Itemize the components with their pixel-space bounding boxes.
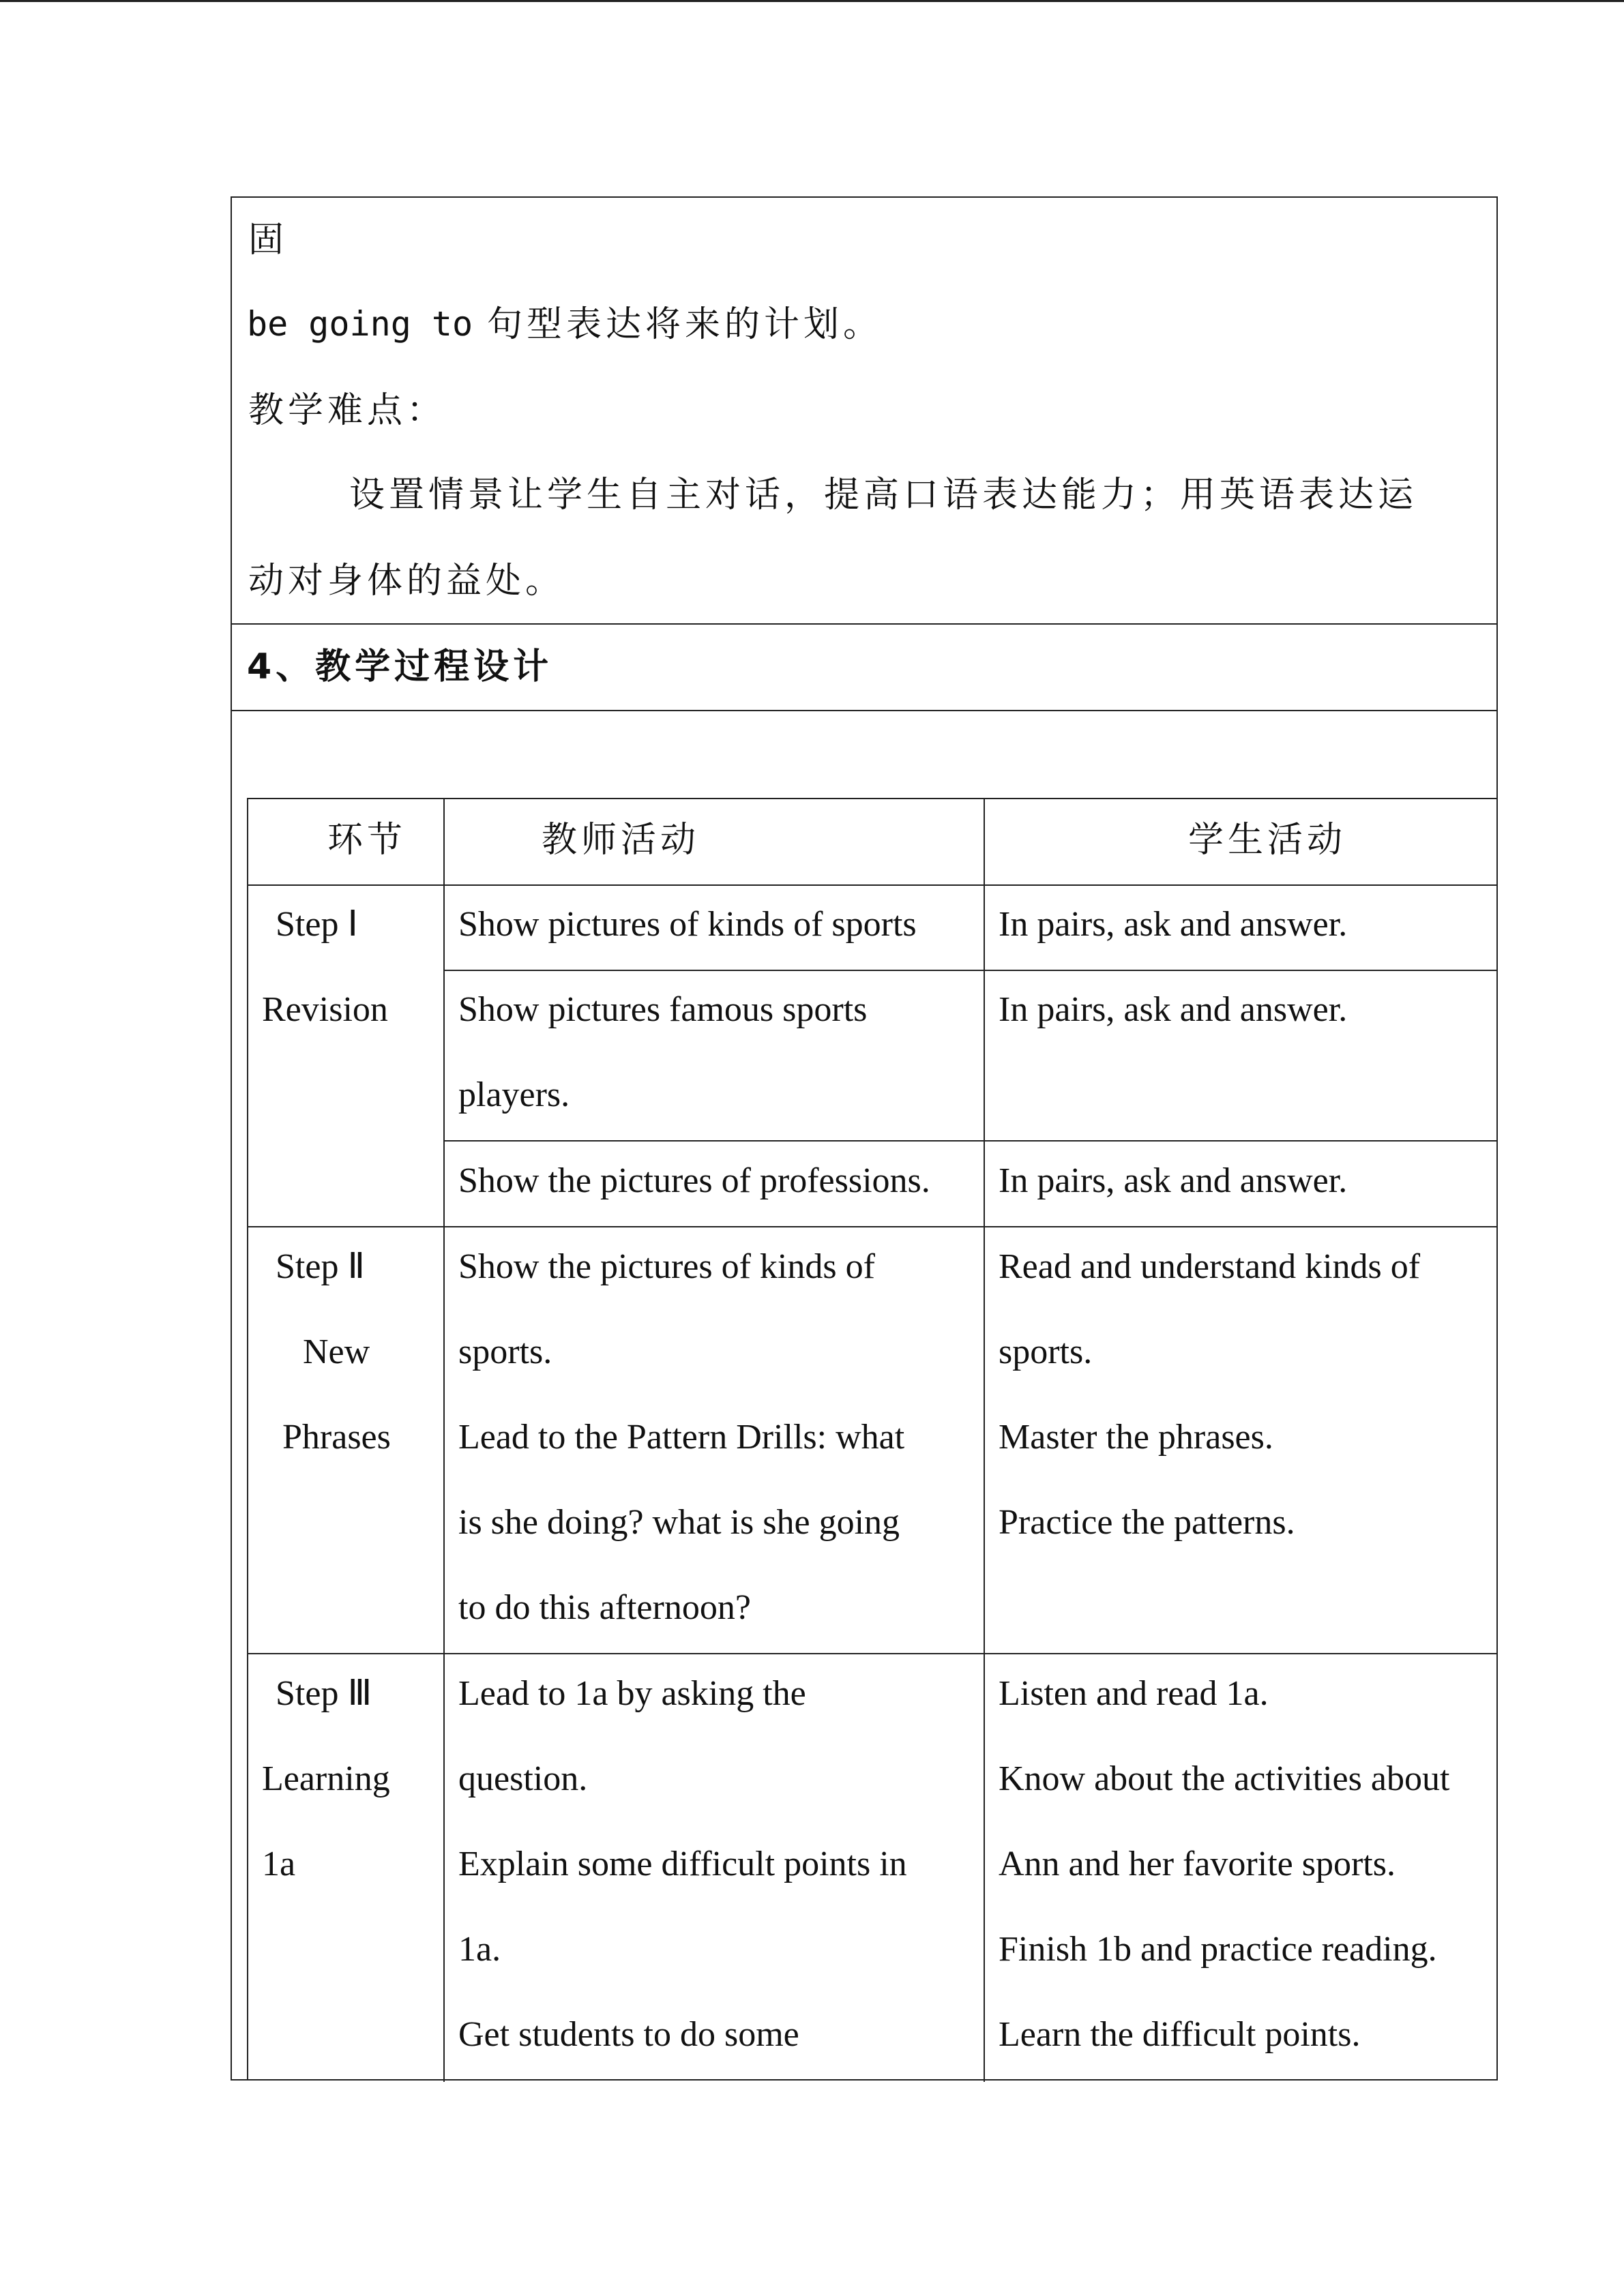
step1-row2-teacher-line2: players. <box>458 1075 570 1114</box>
objective-line-2-prefix: be going to <box>247 304 473 344</box>
step3-teacher-line3: Explain some difficult points in <box>458 1845 907 1883</box>
row-divider-step1-a <box>443 970 1498 971</box>
step1-row2-teacher-line1: Show pictures famous sports <box>458 990 868 1029</box>
col-divider-2 <box>984 799 985 2082</box>
process-table <box>247 798 1498 2081</box>
step2-student-line2: sports. <box>999 1332 1093 1371</box>
step2-student-line4: Practice the patterns. <box>999 1503 1295 1542</box>
objective-line-2-suffix: 句型表达将来的计划。 <box>487 304 883 345</box>
step2-teacher-line3: Lead to the Pattern Drills: what <box>458 1418 905 1457</box>
step2-title: Step Ⅱ <box>276 1247 366 1286</box>
step2-teacher-line4: is she doing? what is she going <box>458 1503 900 1542</box>
step3-teacher-line2: question. <box>458 1759 588 1798</box>
step1-title: Step Ⅰ <box>276 905 358 944</box>
step2-subtitle-2: Phrases <box>282 1418 391 1457</box>
step2-student-line3: Master the phrases. <box>999 1418 1273 1457</box>
step2-teacher-line2: sports. <box>458 1332 552 1371</box>
difficulty-line-1: 设置情景让学生自主对话，提高口语表达能力；用英语表达运 <box>349 475 1418 516</box>
step3-student-line1: Listen and read 1a. <box>999 1674 1269 1713</box>
lesson-plan-table <box>231 196 1498 2081</box>
header-step: 环节 <box>327 820 407 861</box>
divider-heading <box>232 710 1496 711</box>
step3-subtitle-2: 1a <box>262 1845 296 1883</box>
row-divider-step2-end <box>248 1653 1498 1654</box>
step3-title: Step Ⅲ <box>276 1674 372 1713</box>
step3-teacher-line1: Lead to 1a by asking the <box>458 1674 806 1713</box>
step1-row3-student: In pairs, ask and answer. <box>999 1161 1348 1200</box>
step2-teacher-line1: Show the pictures of kinds of <box>458 1247 875 1286</box>
row-divider-step1-end <box>248 1226 1498 1227</box>
difficulty-line-2: 动对身体的益处。 <box>248 561 565 601</box>
difficulty-label: 教学难点： <box>248 390 447 431</box>
step1-row1-teacher: Show pictures of kinds of sports <box>458 905 917 944</box>
row-divider-header <box>248 884 1498 886</box>
step3-teacher-line5: Get students to do some <box>458 2015 799 2054</box>
section-heading: 4、教学过程设计 <box>247 646 553 687</box>
step1-row2-student: In pairs, ask and answer. <box>999 990 1348 1029</box>
step3-student-line2: Know about the activities about <box>999 1759 1450 1798</box>
step1-row3-teacher: Show the pictures of professions. <box>458 1161 930 1200</box>
step3-student-line3: Ann and her favorite sports. <box>999 1845 1396 1883</box>
step3-teacher-line4: 1a. <box>458 1930 501 1969</box>
objective-line-1: 固 <box>248 220 289 260</box>
divider-objectives <box>232 623 1496 625</box>
step3-student-line4: Finish 1b and practice reading. <box>999 1930 1437 1969</box>
step1-row1-student: In pairs, ask and answer. <box>999 905 1348 944</box>
step2-student-line1: Read and understand kinds of <box>999 1247 1421 1286</box>
step3-subtitle-1: Learning <box>262 1759 390 1798</box>
step1-subtitle: Revision <box>262 990 388 1029</box>
page-top-rule <box>0 0 1624 2</box>
col-divider-1 <box>443 799 445 2082</box>
step2-teacher-line5: to do this afternoon? <box>458 1588 751 1627</box>
step3-student-line5: Learn the difficult points. <box>999 2015 1361 2054</box>
step2-subtitle-1: New <box>303 1332 370 1371</box>
header-teacher: 教师活动 <box>542 820 700 861</box>
row-divider-step1-b <box>443 1140 1498 1142</box>
header-student: 学生活动 <box>1188 820 1347 861</box>
